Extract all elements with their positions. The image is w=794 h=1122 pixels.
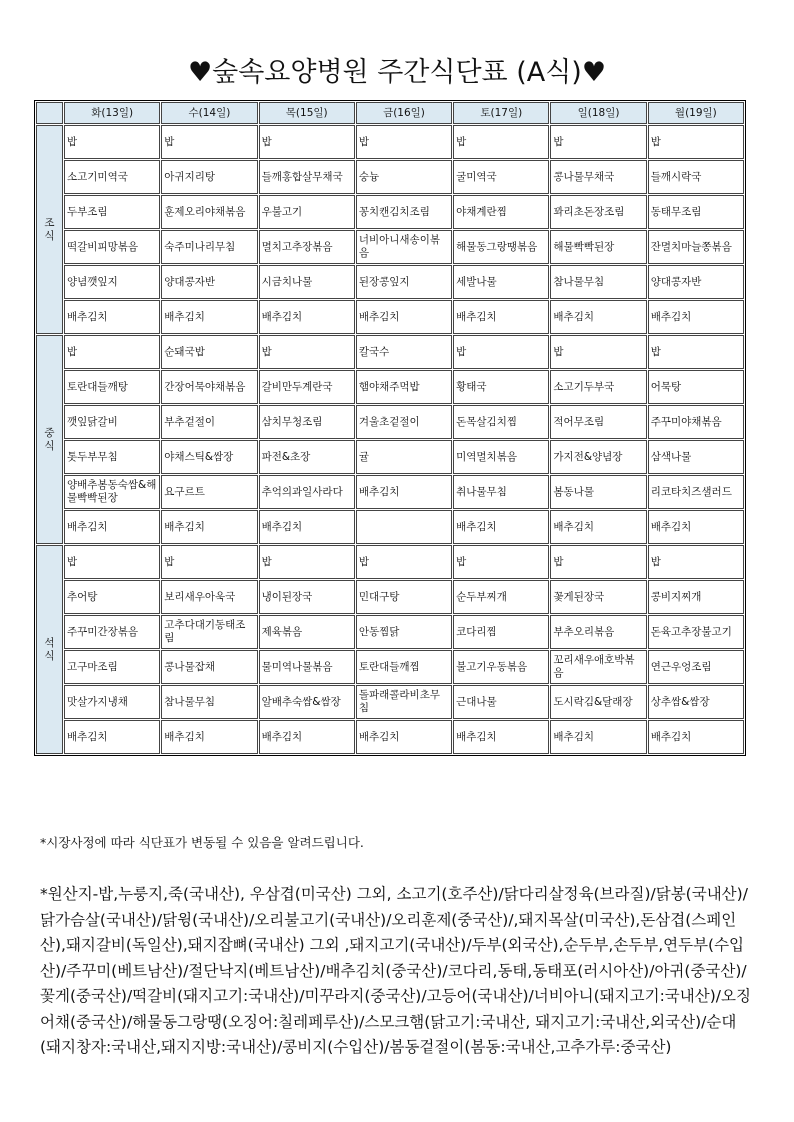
- menu-row: [36, 265, 744, 299]
- meal-label-char: 석: [44, 636, 55, 649]
- menu-item: 양배추봄동숙쌈&해물빡빡된장: [67, 479, 157, 504]
- menu-cell: [453, 685, 549, 719]
- menu-item: 양념깻잎지: [67, 275, 118, 288]
- menu-item: 된장콩잎지: [358, 275, 410, 288]
- menu-item: 배추김치: [164, 520, 205, 533]
- menu-cell: [453, 510, 549, 544]
- menu-row: [36, 370, 744, 404]
- menu-cell: [550, 405, 646, 439]
- menu-item: 두부조림: [67, 205, 108, 218]
- menu-item: 배추김치: [650, 730, 692, 743]
- menu-cell: [356, 300, 452, 334]
- menu-row: [36, 650, 744, 684]
- menu-item: 훈제오리야채볶음: [164, 205, 246, 218]
- menu-cell: [259, 580, 355, 614]
- menu-item: 토란대들깨탕: [67, 380, 128, 393]
- origin-info: *원산지-밥,누룽지,죽(국내산), 우삼겹(미국산) 그외, 소고기(호주산)/닭다리살정육(브라질)/닭봉(국내산)/닭가슴살(국내산)/닭윙(국내산)/오리불고기(국내산)/오리훈제(중국산)/,돼지목살(미국산),돈삼겹(스페인산),돼지갈비(독일산),돼지잡뼈(국내산) 그외 ,돼지고기(국내산)/두부(외국산),순두부,손두부,연두부(수입산)/주꾸미(베트남산)/절단낙지(베트남산)/배추김치(중국산)/코다리,동태,동태포(러시아산)/아귀(중국산)/꽃게(중국산)/떡갈비(돼지고기:국내산)/미꾸라지(중국산)/고등어(국내산)/너비아니(돼지고기:국내산)/오징어채(중국산)/해물동그랑땡(오징어:칠레페루산)/스모크햄(닭고기:국내산, 돼지고기:국내산,외국산)/순대(돼지창자:국내산,돼지지방:국내산)/콩비지(수입산)/봄동겉절이(봄동:국내산,고추가루:중국산): [40, 885, 751, 1056]
- menu-cell: [356, 125, 452, 159]
- menu-item: 연근우엉조림: [650, 660, 712, 673]
- menu-item: 황태국: [456, 380, 487, 393]
- menu-cell: [161, 195, 257, 229]
- menu-item: 세발나물: [456, 275, 497, 288]
- menu-item: 겨울초겉절이: [358, 415, 420, 428]
- menu-item: 배추김치: [553, 730, 594, 743]
- menu-cell: [161, 545, 257, 579]
- menu-cell: [453, 300, 549, 334]
- menu-cell: [648, 230, 744, 264]
- menu-cell: [550, 475, 646, 509]
- menu-row: [36, 335, 744, 369]
- menu-item: 꽃게된장국: [553, 590, 605, 603]
- menu-item: 떡갈비피망볶음: [67, 240, 139, 253]
- menu-item: 밥: [261, 135, 272, 148]
- menu-cell: [259, 230, 355, 264]
- menu-cell: [161, 405, 257, 439]
- menu-cell: [64, 405, 160, 439]
- menu-item: 요구르트: [164, 485, 205, 498]
- menu-cell: [356, 510, 452, 544]
- menu-item: 야채계란찜: [456, 205, 507, 218]
- menu-cell: [453, 615, 549, 649]
- menu-cell: [550, 195, 646, 229]
- menu-cell: [648, 300, 744, 334]
- menu-item: 순돼국밥: [164, 345, 205, 358]
- menu-row: [36, 475, 744, 509]
- menu-cell: [64, 300, 160, 334]
- menu-cell: [259, 300, 355, 334]
- menu-cell: [550, 615, 646, 649]
- meal-label: [36, 335, 63, 544]
- menu-cell: [453, 125, 549, 159]
- menu-cell: [259, 195, 355, 229]
- menu-item: 밥: [650, 555, 661, 568]
- menu-cell: [550, 580, 646, 614]
- menu-item: 시금치나물: [261, 275, 313, 288]
- menu-item: 가지전&양념장: [553, 450, 623, 463]
- menu-cell: [64, 440, 160, 474]
- menu-item: 콩비지찌개: [650, 590, 702, 603]
- day-header: 토(17일): [453, 102, 549, 124]
- menu-cell: [648, 685, 744, 719]
- menu-item: 숙주미나리무침: [164, 240, 236, 253]
- menu-item: 돌파래콜라비초무침: [358, 689, 440, 714]
- menu-item: 야채스틱&쌈장: [164, 450, 234, 463]
- menu-item: 밥: [261, 345, 272, 358]
- menu-cell: [356, 475, 452, 509]
- menu-item: 아귀지리탕: [164, 170, 215, 183]
- menu-cell: [550, 545, 646, 579]
- menu-cell: [64, 125, 160, 159]
- menu-cell: [64, 195, 160, 229]
- menu-cell: [64, 720, 160, 754]
- menu-item: 참나물무침: [164, 695, 215, 708]
- menu-cell: [64, 475, 160, 509]
- menu-item: 밥: [67, 345, 78, 358]
- menu-cell: [161, 125, 257, 159]
- menu-item: 배추김치: [553, 520, 594, 533]
- menu-cell: [453, 230, 549, 264]
- menu-item: 밥: [553, 345, 564, 358]
- menu-item: 밥: [553, 555, 564, 568]
- menu-item: 밥: [456, 555, 467, 568]
- menu-cell: [453, 160, 549, 194]
- menu-cell: [550, 440, 646, 474]
- menu-item: 배추김치: [67, 310, 108, 323]
- menu-item: 맛살가지냉채: [67, 695, 128, 708]
- menu-cell: [64, 545, 160, 579]
- menu-item: 동태무조림: [650, 205, 702, 218]
- menu-cell: [550, 370, 646, 404]
- menu-item: 물미역나물볶음: [261, 660, 333, 673]
- menu-cell: [550, 510, 646, 544]
- menu-cell: [453, 370, 549, 404]
- menu-item: 냉이된장국: [261, 590, 313, 603]
- menu-row: [36, 580, 744, 614]
- menu-item: 해물동그랑땡볶음: [456, 240, 538, 253]
- menu-item: 밥: [553, 135, 564, 148]
- menu-cell: [648, 475, 744, 509]
- menu-cell: [356, 720, 452, 754]
- menu-item: 밥: [164, 555, 175, 568]
- day-header-row: [36, 102, 744, 124]
- menu-item: 배추김치: [67, 730, 108, 743]
- menu-item: 배추김치: [67, 520, 108, 533]
- day-header: 월(19일): [648, 102, 744, 124]
- menu-item: 꼬리새우애호박볶음: [553, 654, 635, 679]
- menu-item: 밥: [261, 555, 272, 568]
- day-header: 화(13일): [64, 102, 160, 124]
- menu-cell: [161, 510, 257, 544]
- menu-item: 도시락김&달래장: [553, 695, 633, 708]
- menu-item: 너비아니새송이볶음: [358, 234, 440, 259]
- menu-item: 밥: [358, 135, 369, 148]
- menu-row: [36, 440, 744, 474]
- menu-cell: [550, 685, 646, 719]
- menu-item: 밥: [67, 135, 78, 148]
- menu-cell: [161, 265, 257, 299]
- menu-row: [36, 230, 744, 264]
- menu-item: 꽁치캔김치조림: [358, 205, 430, 218]
- menu-row: [36, 300, 744, 334]
- menu-item: 주꾸미간장볶음: [67, 625, 139, 638]
- weekly-menu-table: [34, 100, 746, 756]
- menu-item: 소고기미역국: [67, 170, 128, 183]
- menu-item: 배추김치: [456, 310, 497, 323]
- menu-cell: [648, 615, 744, 649]
- menu-item: 참나물무침: [553, 275, 605, 288]
- menu-cell: [259, 440, 355, 474]
- menu-item: 소고기두부국: [553, 380, 615, 393]
- menu-cell: [161, 685, 257, 719]
- menu-cell: [550, 125, 646, 159]
- menu-item: 고구마조림: [67, 660, 118, 673]
- menu-item: 양대콩자반: [650, 275, 702, 288]
- menu-cell: [259, 720, 355, 754]
- menu-item: 밥: [358, 555, 369, 568]
- menu-cell: [550, 650, 646, 684]
- menu-cell: [550, 335, 646, 369]
- menu-item: 돈목살김치찜: [456, 415, 517, 428]
- menu-cell: [161, 160, 257, 194]
- menu-cell: [64, 650, 160, 684]
- menu-item: 들깨홍합살무채국: [261, 170, 343, 183]
- menu-cell: [64, 685, 160, 719]
- menu-cell: [356, 545, 452, 579]
- menu-cell: [453, 440, 549, 474]
- menu-item: 알배추숙쌈&쌈장: [261, 695, 341, 708]
- menu-cell: [356, 230, 452, 264]
- menu-cell: [453, 545, 549, 579]
- meal-label-char: 중: [44, 426, 55, 439]
- menu-cell: [259, 160, 355, 194]
- menu-cell: [550, 720, 646, 754]
- menu-item: 파전&초장: [261, 450, 311, 463]
- menu-item: 우불고기: [261, 205, 303, 218]
- menu-cell: [161, 440, 257, 474]
- menu-item: 밥: [67, 555, 78, 568]
- menu-cell: [453, 650, 549, 684]
- menu-cell: [64, 615, 160, 649]
- menu-cell: [259, 265, 355, 299]
- menu-item: 안동찜닭: [358, 625, 400, 638]
- menu-item: 추어탕: [67, 590, 98, 603]
- menu-cell: [453, 720, 549, 754]
- day-header: 금(16일): [356, 102, 452, 124]
- menu-cell: [453, 265, 549, 299]
- menu-cell: [453, 405, 549, 439]
- menu-cell: [356, 650, 452, 684]
- menu-cell: [550, 160, 646, 194]
- menu-cell: [356, 580, 452, 614]
- menu-row: [36, 720, 744, 754]
- menu-item: 톳두부무침: [67, 450, 118, 463]
- menu-item: 배추김치: [650, 520, 692, 533]
- menu-item: 삼치무청조림: [261, 415, 323, 428]
- menu-item: 배추김치: [553, 310, 594, 323]
- menu-item: 밥: [650, 135, 661, 148]
- menu-item: 제육볶음: [261, 625, 303, 638]
- menu-item: 귤: [358, 450, 369, 463]
- menu-item: 배추김치: [456, 520, 497, 533]
- menu-cell: [64, 335, 160, 369]
- menu-item: 어묵탕: [650, 380, 682, 393]
- meal-label-char: 조: [44, 216, 55, 229]
- menu-cell: [161, 580, 257, 614]
- menu-item: 칼국수: [358, 345, 390, 358]
- menu-cell: [64, 370, 160, 404]
- menu-item: 토란대들깨찜: [358, 660, 420, 673]
- menu-item: 들깨시락국: [650, 170, 702, 183]
- menu-item: 배추김치: [261, 520, 303, 533]
- menu-cell: [648, 335, 744, 369]
- menu-row: [36, 615, 744, 649]
- menu-cell: [259, 545, 355, 579]
- menu-cell: [64, 230, 160, 264]
- menu-row: [36, 125, 744, 159]
- menu-item: 돈육고추장불고기: [650, 625, 732, 638]
- menu-cell: [259, 125, 355, 159]
- menu-item: 해물빡빡된장: [553, 240, 615, 253]
- page-title: ♥숲속요양병원 주간식단표 (A식)♥: [187, 57, 607, 88]
- menu-cell: [550, 230, 646, 264]
- day-header: 일(18일): [550, 102, 646, 124]
- menu-cell: [356, 265, 452, 299]
- menu-item: 봄동나물: [553, 485, 594, 498]
- menu-item: 불고기우동볶음: [456, 660, 528, 673]
- meal-label-char: 식: [44, 649, 55, 662]
- menu-cell: [64, 580, 160, 614]
- menu-cell: [356, 195, 452, 229]
- menu-item: 순두부찌개: [456, 590, 507, 603]
- menu-item: 리코타치즈샐러드: [650, 485, 732, 498]
- menu-item: 보리새우아욱국: [164, 590, 236, 603]
- menu-row: [36, 405, 744, 439]
- menu-cell: [550, 300, 646, 334]
- menu-cell: [648, 510, 744, 544]
- menu-cell: [648, 370, 744, 404]
- menu-item: 부추오리볶음: [553, 625, 615, 638]
- menu-item: 상추쌈&쌈장: [650, 695, 710, 708]
- menu-item: 배추김치: [164, 730, 205, 743]
- menu-item: 밥: [456, 345, 467, 358]
- menu-item: 부추겉절이: [164, 415, 215, 428]
- menu-cell: [648, 720, 744, 754]
- menu-cell: [550, 265, 646, 299]
- menu-cell: [161, 370, 257, 404]
- menu-item: 햄야채주먹밥: [358, 380, 420, 393]
- meal-label: [36, 125, 63, 334]
- menu-cell: [259, 475, 355, 509]
- menu-cell: [648, 580, 744, 614]
- day-header: 목(15일): [259, 102, 355, 124]
- menu-item: 밥: [164, 135, 175, 148]
- menu-cell: [161, 720, 257, 754]
- menu-cell: [453, 475, 549, 509]
- menu-item: 밥: [650, 345, 661, 358]
- menu-row: [36, 545, 744, 579]
- menu-item: 배추김치: [650, 310, 692, 323]
- meal-label: [36, 545, 63, 754]
- menu-cell: [453, 580, 549, 614]
- menu-item: 취나물무침: [456, 485, 507, 498]
- menu-cell: [64, 265, 160, 299]
- menu-item: 깻잎닭갈비: [67, 415, 118, 428]
- menu-item: 배추김치: [261, 730, 303, 743]
- menu-cell: [356, 405, 452, 439]
- menu-cell: [453, 335, 549, 369]
- menu-cell: [64, 160, 160, 194]
- menu-cell: [648, 405, 744, 439]
- menu-cell: [259, 370, 355, 404]
- day-header: 수(14일): [161, 102, 257, 124]
- menu-cell: [356, 370, 452, 404]
- menu-cell: [356, 160, 452, 194]
- menu-item: 코다리찜: [456, 625, 497, 638]
- menu-cell: [259, 335, 355, 369]
- menu-item: 근대나물: [456, 695, 497, 708]
- header-corner: [36, 102, 63, 124]
- menu-item: 고추다대기동태조림: [164, 619, 246, 644]
- menu-cell: [356, 685, 452, 719]
- menu-item: 밥: [456, 135, 467, 148]
- menu-item: 배추김치: [358, 730, 400, 743]
- menu-cell: [161, 230, 257, 264]
- menu-cell: [259, 405, 355, 439]
- menu-cell: [648, 160, 744, 194]
- menu-item: 추억의과일사라다: [261, 485, 343, 498]
- menu-item: 적어무조림: [553, 415, 605, 428]
- menu-cell: [648, 440, 744, 474]
- menu-cell: [648, 125, 744, 159]
- menu-item: 콩나물잡채: [164, 660, 215, 673]
- menu-item: 굴미역국: [456, 170, 497, 183]
- menu-row: [36, 510, 744, 544]
- menu-item: 양대콩자반: [164, 275, 215, 288]
- menu-cell: [453, 195, 549, 229]
- menu-item: 배추김치: [358, 485, 400, 498]
- menu-cell: [648, 545, 744, 579]
- menu-row: [36, 195, 744, 229]
- menu-cell: [259, 685, 355, 719]
- menu-cell: [259, 615, 355, 649]
- menu-row: [36, 685, 744, 719]
- menu-item: 배추김치: [358, 310, 400, 323]
- menu-cell: [648, 650, 744, 684]
- menu-cell: [356, 615, 452, 649]
- menu-cell: [161, 475, 257, 509]
- menu-cell: [64, 510, 160, 544]
- menu-cell: [356, 440, 452, 474]
- menu-item: 꽈리초돈장조림: [553, 205, 625, 218]
- menu-item: 숭늉: [358, 170, 380, 183]
- menu-item: 멸치고추장볶음: [261, 240, 333, 253]
- menu-item: 배추김치: [261, 310, 303, 323]
- notice-text: *시장사정에 따라 식단표가 변동될 수 있음을 알려드립니다.: [40, 835, 364, 850]
- menu-item: 갈비만두계란국: [261, 380, 333, 393]
- menu-cell: [161, 335, 257, 369]
- menu-cell: [259, 650, 355, 684]
- menu-item: 콩나물무채국: [553, 170, 615, 183]
- menu-cell: [161, 300, 257, 334]
- menu-item: 삼색나물: [650, 450, 692, 463]
- meal-label-char: 식: [44, 229, 55, 242]
- menu-item: 민대구탕: [358, 590, 400, 603]
- menu-item: 주꾸미야채볶음: [650, 415, 722, 428]
- menu-cell: [648, 265, 744, 299]
- menu-item: 잔멸치마늘쫑볶음: [650, 240, 732, 253]
- menu-cell: [161, 615, 257, 649]
- menu-item: 미역멸치볶음: [456, 450, 517, 463]
- meal-label-char: 식: [44, 439, 55, 452]
- menu-item: 간장어묵야채볶음: [164, 380, 246, 393]
- menu-row: [36, 160, 744, 194]
- menu-item: 배추김치: [456, 730, 497, 743]
- menu-cell: [356, 335, 452, 369]
- menu-item: 배추김치: [164, 310, 205, 323]
- menu-cell: [259, 510, 355, 544]
- menu-cell: [648, 195, 744, 229]
- menu-cell: [161, 650, 257, 684]
